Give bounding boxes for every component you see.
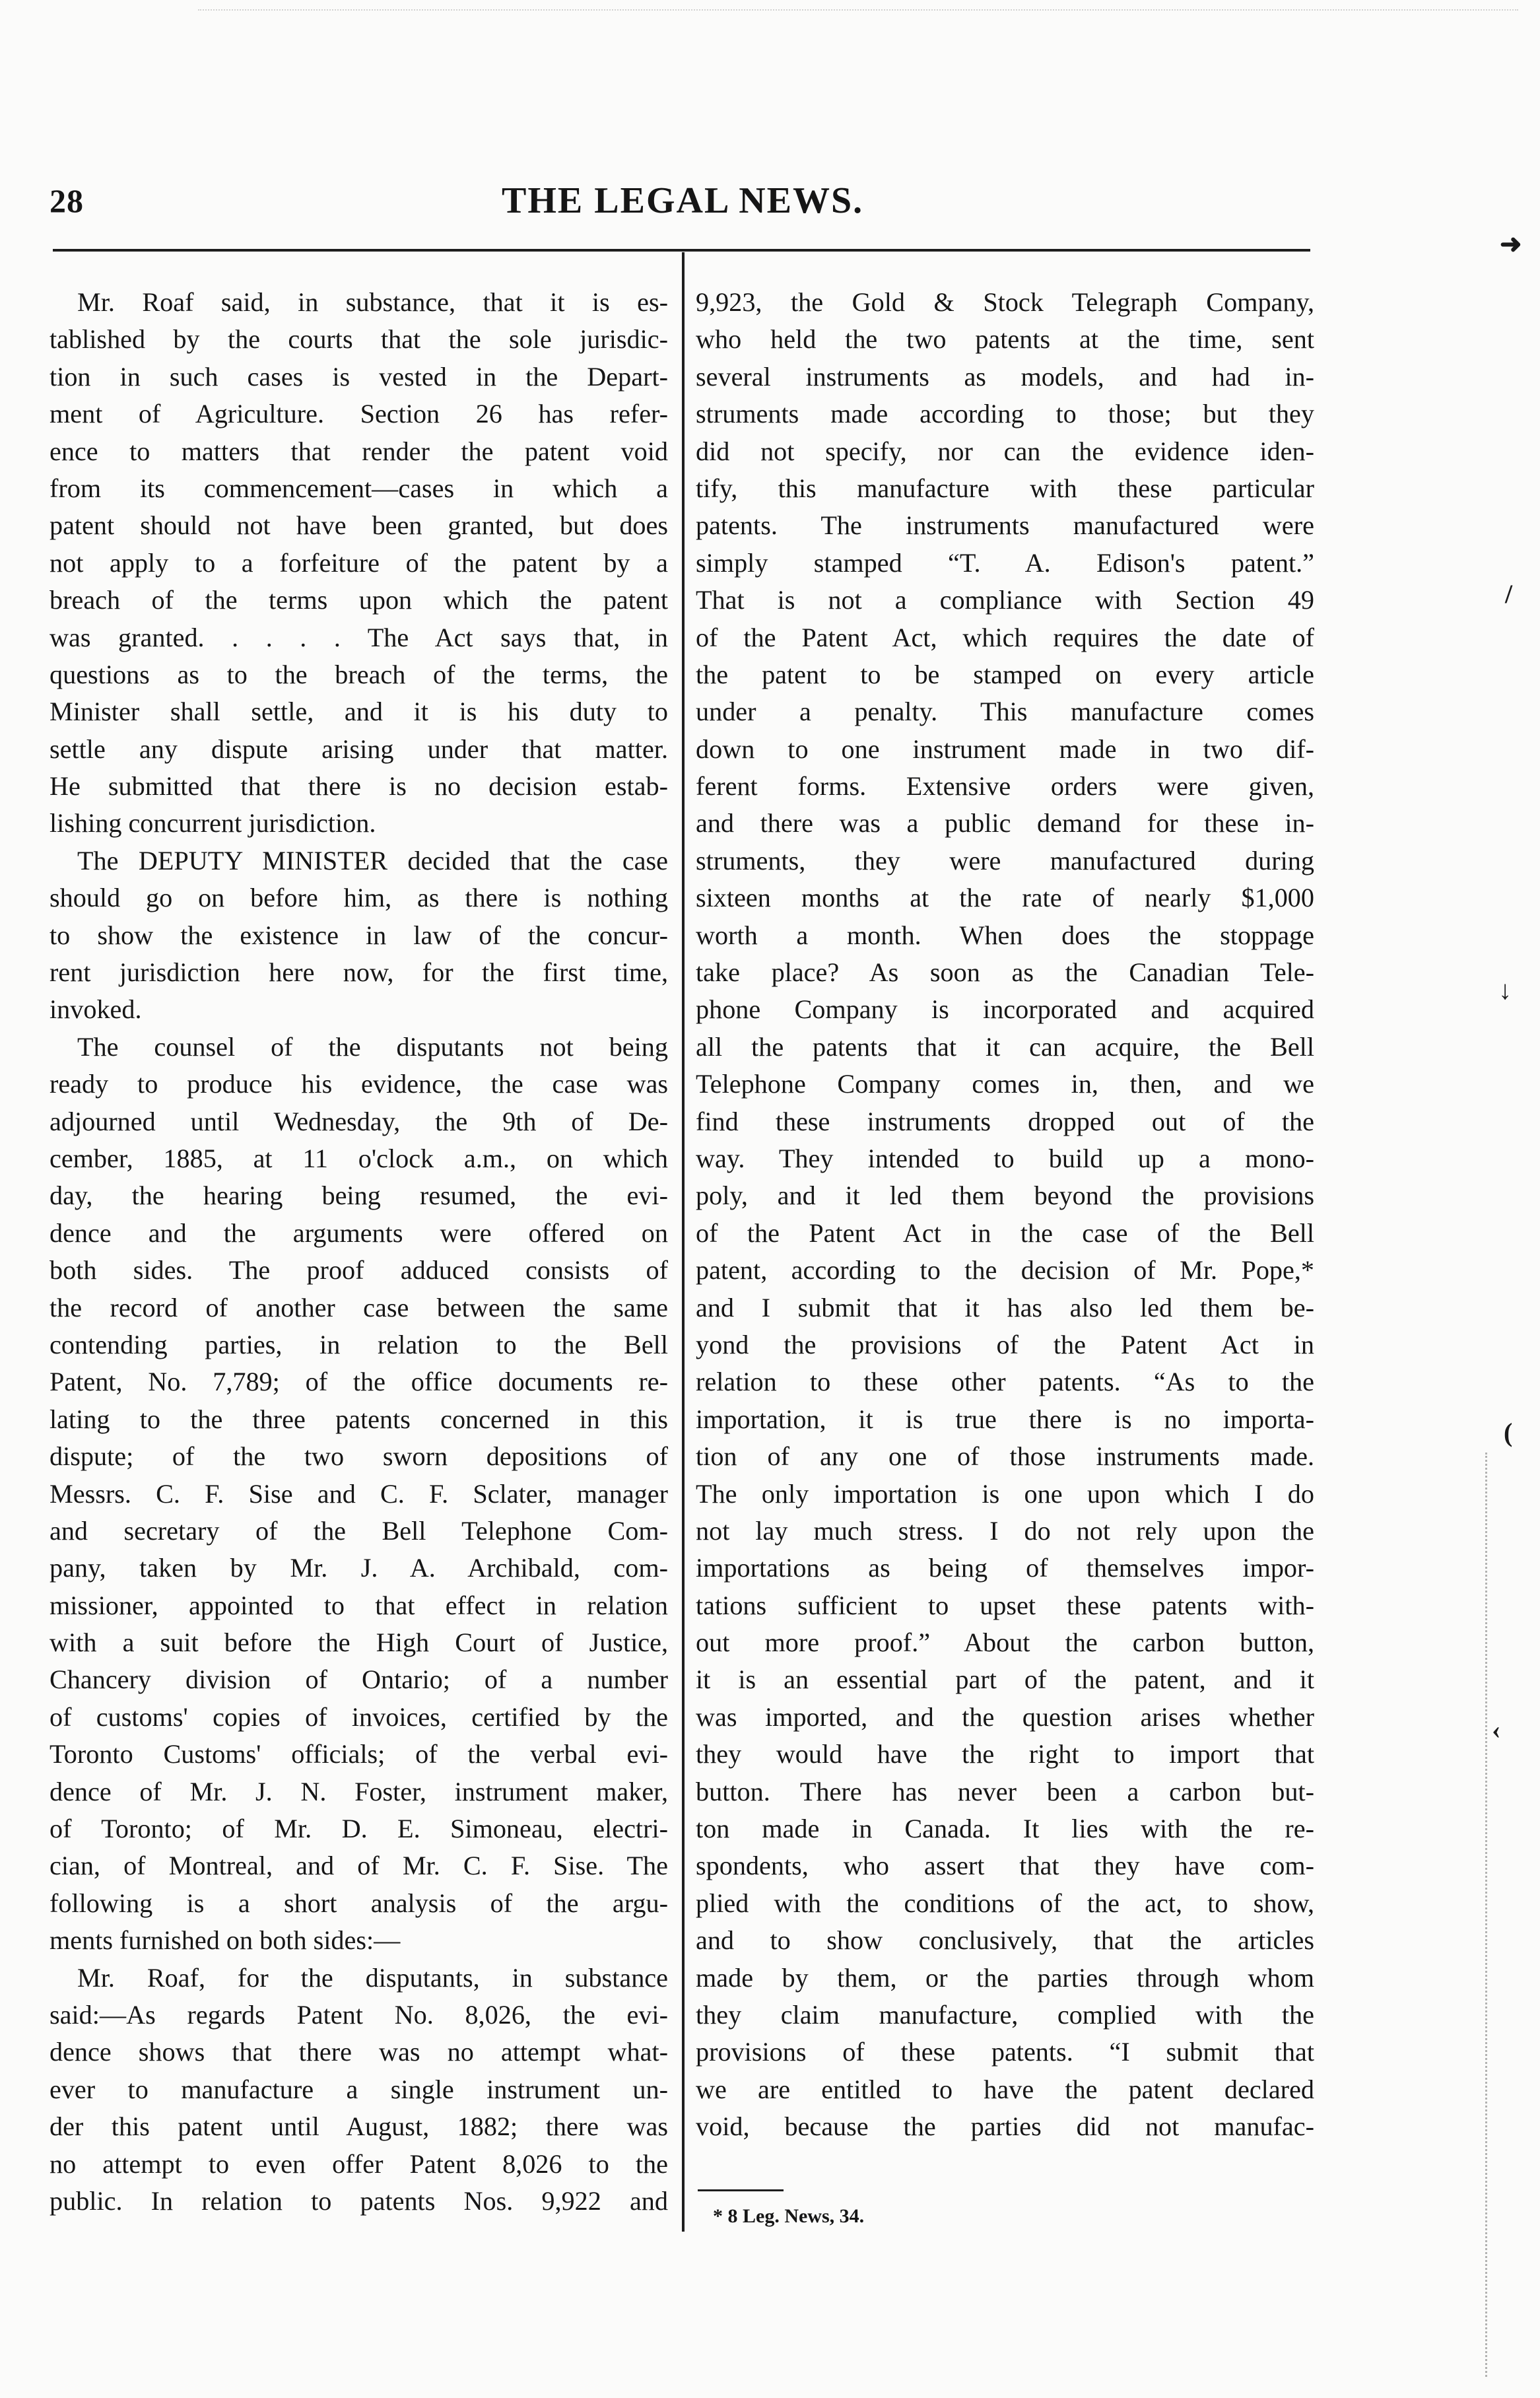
text-line: provisions of these patents. “I submit that [696,2037,1314,2067]
right-column [696,284,1314,2146]
text-line: void, because the parties did not manufac- [696,2111,1314,2142]
text-line: struments, they were manufactured during [696,845,1314,875]
text-line: phone Company is incorporated and acquired [696,994,1314,1025]
text-line: said:—As regards Patent No. 8,026, the evi- [50,1999,668,2030]
text-line: was granted. . . . . The Act says that, in [50,622,668,652]
text-line: questions as to the breach of the terms, the [50,659,668,689]
text-line: to show the existence in law of the concur- [50,920,668,950]
text-line: plied with the conditions of the act, to show, [696,1888,1314,1918]
text-line: contending parties, in relation to the Bell [50,1329,668,1359]
scan-edge-speckle [198,0,1518,11]
text-line: who held the two patents at the time, sent [696,324,1314,355]
text-line: made by them, or the parties through whom [696,1962,1314,1993]
text-line: Minister shall settle, and it is his duty to [50,697,668,727]
left-column [50,284,668,2220]
text-line: was imported, and the question arises whether [696,1701,1314,1732]
text-line: both sides. The proof adduced consists of [50,1255,668,1285]
text-line: and I submit that it has also led them be- [696,1292,1314,1322]
text-line: Messrs. C. F. Sise and C. F. Sclater, manager [50,1478,668,1509]
text-line: down to one instrument made in two dif- [696,734,1314,764]
text-line: cian, of Montreal, and of Mr. C. F. Sise. The [50,1851,668,1881]
text-line: The only importation is one upon which I do [696,1478,1314,1509]
margin-mark: / [1505,579,1513,609]
text-line: did not specify, nor can the evidence iden- [696,436,1314,466]
text-line: ton made in Canada. It lies with the re- [696,1814,1314,1844]
text-line: dispute; of the two sworn depositions of [50,1441,668,1472]
text-line: and to show conclusively, that the articles [696,1925,1314,1956]
text-line: not apply to a forfeiture of the patent by a [50,547,668,578]
text-line: der this patent until August, 1882; there was [50,2111,668,2142]
text-line: Mr. Roaf, for the disputants, in substance [77,1962,668,1993]
text-line: ence to matters that render the patent void [50,436,668,466]
text-line: it is an essential part of the patent, and it [696,1664,1314,1695]
text-line: struments made according to those; but they [696,399,1314,429]
text-line: He submitted that there is no decision estab- [50,771,668,802]
text-line: Patent, No. 7,789; of the office documents re- [50,1367,668,1397]
text-line: the record of another case between the same [50,1292,668,1322]
text-line: 9,923, the Gold & Stock Telegraph Company, [696,287,1314,317]
text-line: importations as being of themselves impor- [696,1553,1314,1583]
margin-mark: ➜ [1500,229,1522,259]
text-line: they claim manufacture, complied with the [696,1999,1314,2030]
text-line: and secretary of the Bell Telephone Com- [50,1515,668,1546]
text-line: out more proof.” About the carbon button, [696,1627,1314,1658]
text-line: rent jurisdiction here now, for the first time, [50,957,668,988]
text-line: several instruments as models, and had in- [696,361,1314,392]
text-line: with a suit before the High Court of Justice, [50,1627,668,1658]
text-line: public. In relation to patents Nos. 9,922 and [50,2185,668,2216]
text-line: patent should not have been granted, but does [50,510,668,541]
text-line: and there was a public demand for these in- [696,808,1314,839]
text-line: simply stamped “T. A. Edison's patent.” [696,547,1314,578]
text-line: The DEPUTY MINISTER decided that the case [77,845,668,875]
footnote: * 8 Leg. News, 34. [713,2205,865,2227]
text-line: invoked. [50,994,142,1025]
text-line: of the Patent Act, which requires the date of [696,622,1314,652]
column-divider [682,252,685,2232]
scan-edge-speckle [1485,1453,1533,2377]
text-line: adjourned until Wednesday, the 9th of De- [50,1106,668,1136]
text-line: ferent forms. Extensive orders were given, [696,771,1314,802]
text-line: pany, taken by Mr. J. A. Archibald, com- [50,1553,668,1583]
text-line: Chancery division of Ontario; of a number [50,1664,668,1695]
text-line: Toronto Customs' officials; of the verbal evi- [50,1739,668,1769]
text-line: day, the hearing being resumed, the evi- [50,1181,668,1211]
text-line: settle any dispute arising under that matter. [50,734,668,764]
footnote-rule [698,2189,784,2191]
text-line: importation, it is true there is no importa- [696,1404,1314,1434]
text-line: dence and the arguments were offered on [50,1217,668,1248]
text-line: of customs' copies of invoices, certified by the [50,1701,668,1732]
text-line: tify, this manufacture with these particular [696,473,1314,503]
text-line: That is not a compliance with Section 49 [696,585,1314,615]
running-title: THE LEGAL NEWS. [502,180,864,221]
text-line: they would have the right to import that [696,1739,1314,1769]
text-line: the patent to be stamped on every article [696,659,1314,689]
text-line: Telephone Company comes in, then, and we [696,1069,1314,1099]
text-line: tablished by the courts that the sole jurisdic- [50,324,668,355]
text-line: ment of Agriculture. Section 26 has refer- [50,399,668,429]
text-line: poly, and it led them beyond the provisions [696,1181,1314,1211]
text-line: take place? As soon as the Canadian Tele- [696,957,1314,988]
text-line: find these instruments dropped out of the [696,1106,1314,1136]
text-line: tion of any one of those instruments made. [696,1441,1314,1472]
text-line: breach of the terms upon which the patent [50,585,668,615]
text-line: we are entitled to have the patent declared [696,2074,1314,2104]
text-line: ready to produce his evidence, the case was [50,1069,668,1099]
text-line: of the Patent Act in the case of the Bell [696,1217,1314,1248]
text-line: ever to manufacture a single instrument un- [50,2074,668,2104]
text-line: worth a month. When does the stoppage [696,920,1314,950]
text-line: dence of Mr. J. N. Foster, instrument maker, [50,1776,668,1806]
text-line: tion in such cases is vested in the Depart- [50,361,668,392]
text-line: yond the provisions of the Patent Act in [696,1329,1314,1359]
text-line: all the patents that it can acquire, the Bell [696,1031,1314,1062]
header-rule [53,249,1310,252]
text-line: lating to the three patents concerned in this [50,1404,668,1434]
text-line: Mr. Roaf said, in substance, that it is es- [77,287,668,317]
text-line: sixteen months at the rate of nearly $1,000 [696,883,1314,913]
text-line: way. They intended to build up a mono- [696,1143,1314,1173]
text-line: patents. The instruments manufactured were [696,510,1314,541]
text-line: tations sufficient to upset these patents with- [696,1590,1314,1620]
text-line: cember, 1885, at 11 o'clock a.m., on which [50,1143,668,1173]
text-line: should go on before him, as there is nothing [50,883,668,913]
margin-mark: ( [1504,1418,1513,1447]
text-line: patent, according to the decision of Mr. Pope,* [696,1255,1314,1285]
text-line: not lay much stress. I do not rely upon the [696,1515,1314,1546]
text-line: lishing concurrent jurisdiction. [50,808,376,839]
text-line: from its commencement—cases in which a [50,473,668,503]
text-line: button. There has never been a carbon but- [696,1776,1314,1806]
text-line: The counsel of the disputants not being [77,1031,668,1062]
text-line: ments furnished on both sides:— [50,1925,401,1956]
text-line: no attempt to even offer Patent 8,026 to the [50,2148,668,2179]
page-number: 28 [50,182,84,219]
text-line: under a penalty. This manufacture comes [696,697,1314,727]
margin-mark: ‹ [1492,1715,1501,1744]
margin-mark: ↓ [1498,975,1512,1005]
text-line: of Toronto; of Mr. D. E. Simoneau, electri- [50,1814,668,1844]
text-line: spondents, who assert that they have com- [696,1851,1314,1881]
text-line: following is a short analysis of the argu- [50,1888,668,1918]
text-line: relation to these other patents. “As to the [696,1367,1314,1397]
text-line: missioner, appointed to that effect in relation [50,1590,668,1620]
text-line: dence shows that there was no attempt what- [50,2037,668,2067]
